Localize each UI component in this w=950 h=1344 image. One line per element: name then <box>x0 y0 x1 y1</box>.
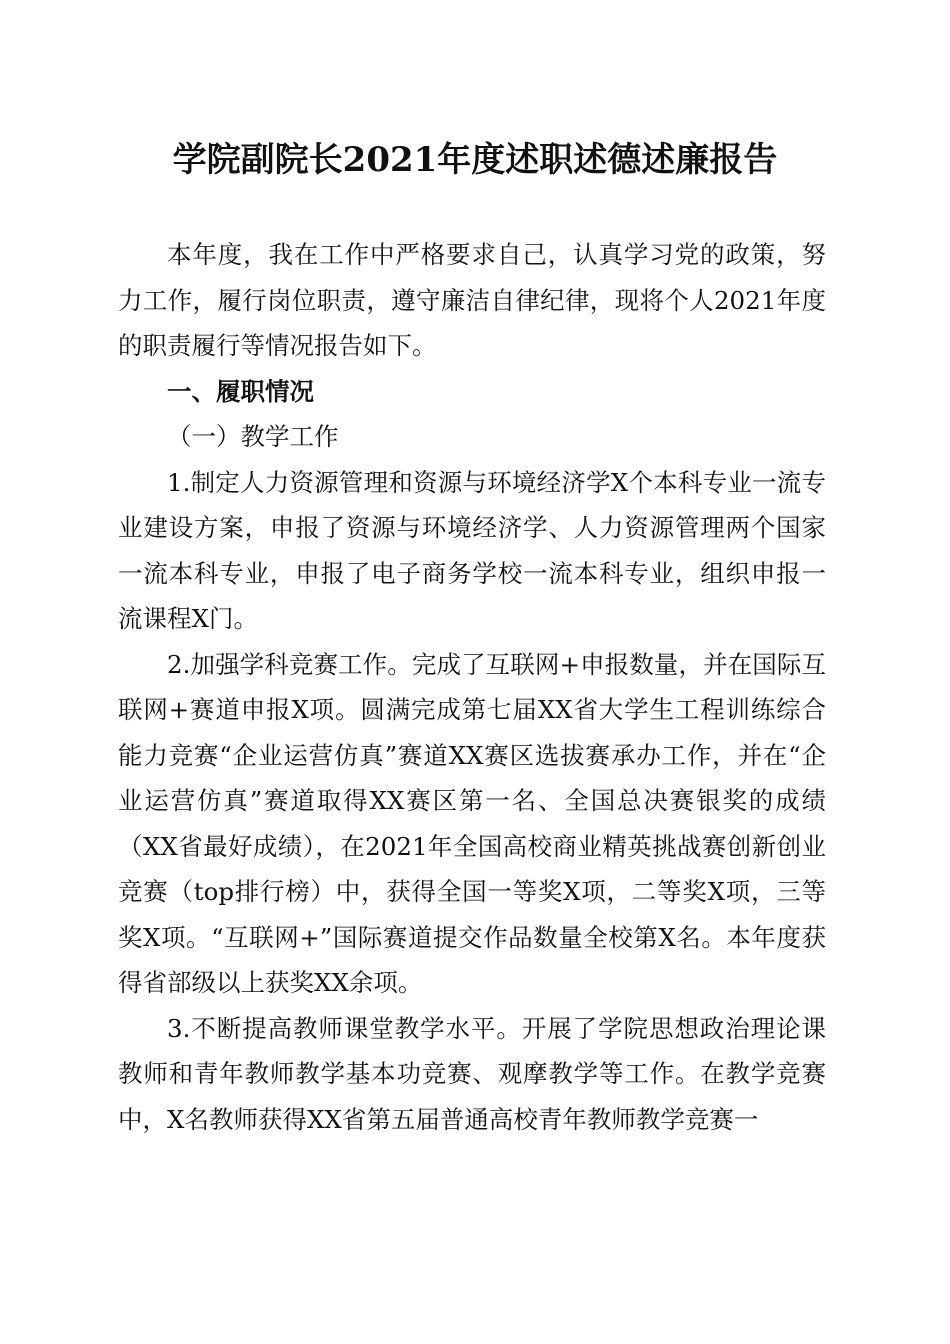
section-heading-performance: 一、履职情况 <box>167 376 314 406</box>
paragraph-item-3: 3.不断提高教师课堂教学水平。开展了学院思想政治理论课教师和青年教师教学基本功竞赛、观摩教学等工作。在教学竞赛中，X名教师获得XX省第五届普通高校青年教师教学竞赛一 <box>118 1013 826 1134</box>
document-title: 学院副院长2021年度述职述德述廉报告 <box>172 140 778 180</box>
paragraph-item-2: 2.加强学科竞赛工作。完成了互联网+申报数量，并在国际互联网+赛道申报X项。圆满完成第七届XX省大学生工程训练综合能力竞赛“企业运营仿真”赛道XX赛区选拔赛承办工作，并在“企业运营仿真”赛道取得XX赛区第一名、全国总决赛银奖的成绩（XX省最好成绩），在2021年全国高校商业精英挑战赛创新创业竞赛（top排行榜）中，获得全国一等奖X项，二等奖X项，三等奖X项。“互联网+”国际赛道提交作品数量全校第X名。本年度获得省部级以上获奖XX余项。 <box>118 649 826 997</box>
intro-paragraph: 本年度，我在工作中严格要求自己，认真学习党的政策，努力工作，履行岗位职责，遵守廉洁自律纪律，现将个人2021年度的职责履行等情况报告如下。 <box>118 240 826 360</box>
paragraph-item-1: 1.制定人力资源管理和资源与环境经济学X个本科专业一流专业建设方案，申报了资源与环境经济学、人力资源管理两个国家一流本科专业，申报了电子商务学校一流本科专业，组织申报一流课程X门。 <box>118 467 826 633</box>
subsection-heading-teaching: （一）教学工作 <box>167 422 339 451</box>
document-body <box>118 232 826 1142</box>
